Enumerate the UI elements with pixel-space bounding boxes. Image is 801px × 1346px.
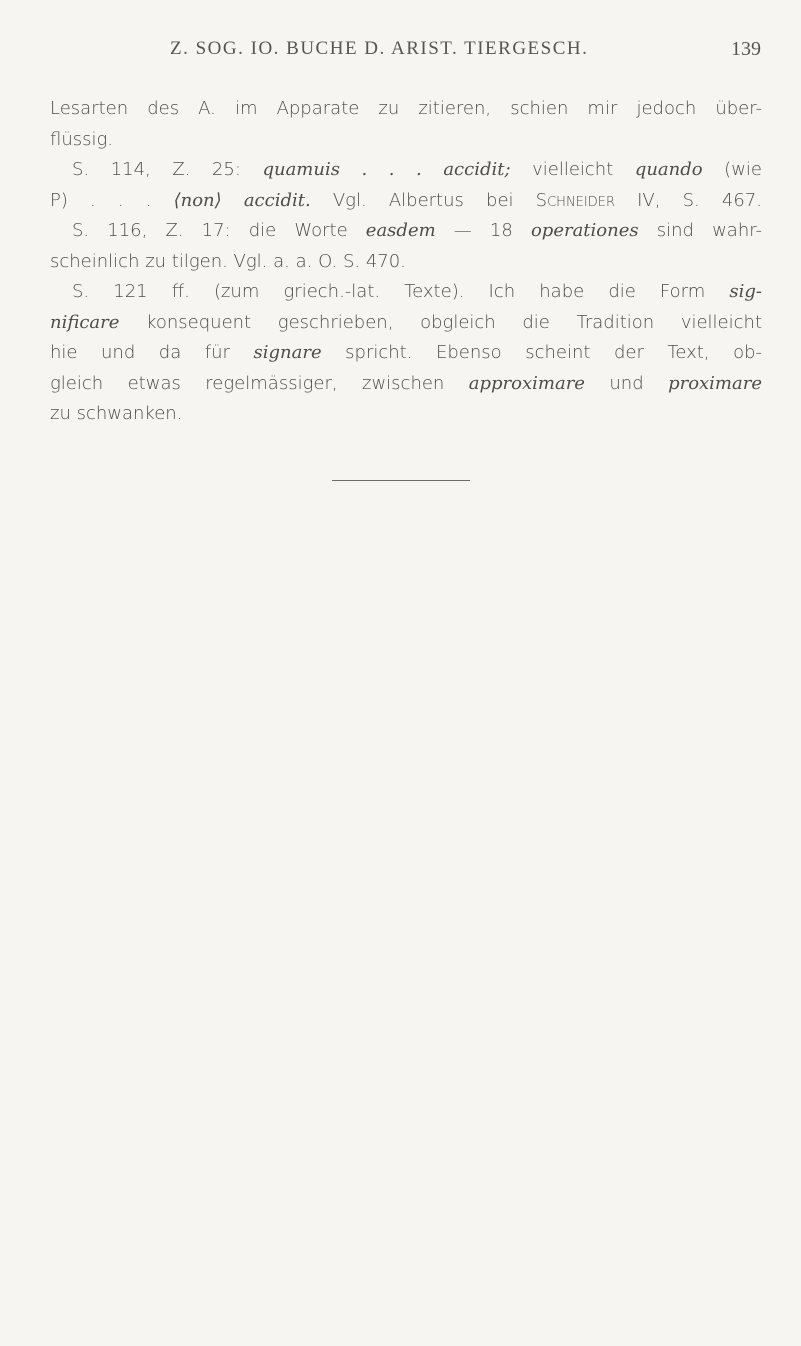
italic-text: operationes — [530, 220, 639, 241]
text-line — [50, 308, 762, 339]
text-run: und — [584, 372, 669, 394]
text-run: S. 114, Z. 25: — [72, 159, 263, 180]
small-caps-name: Schneider — [535, 189, 615, 211]
text-run: P) . . . — [50, 189, 174, 211]
italic-text: proximare — [668, 372, 762, 394]
body-text — [50, 94, 762, 430]
text-run: zu schwanken. — [50, 403, 183, 424]
text-run: IV, S. 467. — [614, 189, 762, 211]
italic-text: approximare — [468, 372, 585, 394]
text-run: — 18 — [435, 220, 531, 241]
text-line — [50, 94, 762, 125]
italic-text: ⟨non⟩ accidit. — [173, 189, 311, 211]
italic-text: quamuis . . . accidit; — [262, 159, 511, 180]
text-line — [50, 125, 762, 156]
text-run: hie und da für — [50, 342, 254, 363]
italic-text: easdem — [365, 220, 436, 241]
text-run: S. 116, Z. 17: die Worte — [72, 220, 366, 241]
text-line — [50, 369, 762, 400]
text-line — [50, 399, 762, 430]
text-line — [50, 277, 762, 308]
text-run: scheinlich zu tilgen. Vgl. a. a. O. S. 470. — [50, 250, 406, 272]
italic-text: sig- — [729, 281, 762, 302]
text-line — [50, 247, 762, 278]
text-run: S. 121 ff. (zum griech.-lat. Texte). Ich habe die Form — [72, 281, 730, 302]
italic-text: quando — [634, 159, 703, 180]
running-head: Z. SOG. IO. BUCHE D. ARIST. TIERGESCH. — [170, 38, 589, 59]
text-run: (wie — [702, 159, 762, 180]
section-end-rule — [332, 480, 470, 481]
text-line — [50, 186, 762, 217]
text-run: sind wahr- — [638, 220, 762, 241]
text-line — [50, 216, 762, 247]
text-run: spricht. Ebenso scheint der Text, ob- — [321, 342, 762, 363]
italic-text: nificare — [50, 311, 120, 333]
text-line — [50, 338, 762, 369]
text-run: gleich etwas regelmässiger, zwischen — [50, 372, 469, 394]
page-header — [0, 38, 801, 68]
text-run: Lesarten des A. im Apparate zu zitieren, schien mir jedoch über- — [50, 98, 762, 119]
text-run: Vgl. Albertus bei — [310, 189, 536, 211]
text-run: vielleicht — [510, 159, 635, 180]
italic-text: signare — [253, 342, 322, 363]
text-line — [50, 155, 762, 186]
text-run: flüssig. — [50, 128, 114, 150]
page-number: 139 — [731, 38, 761, 60]
text-run: konsequent geschrieben, obgleich die Tradition vielleicht — [119, 311, 762, 333]
